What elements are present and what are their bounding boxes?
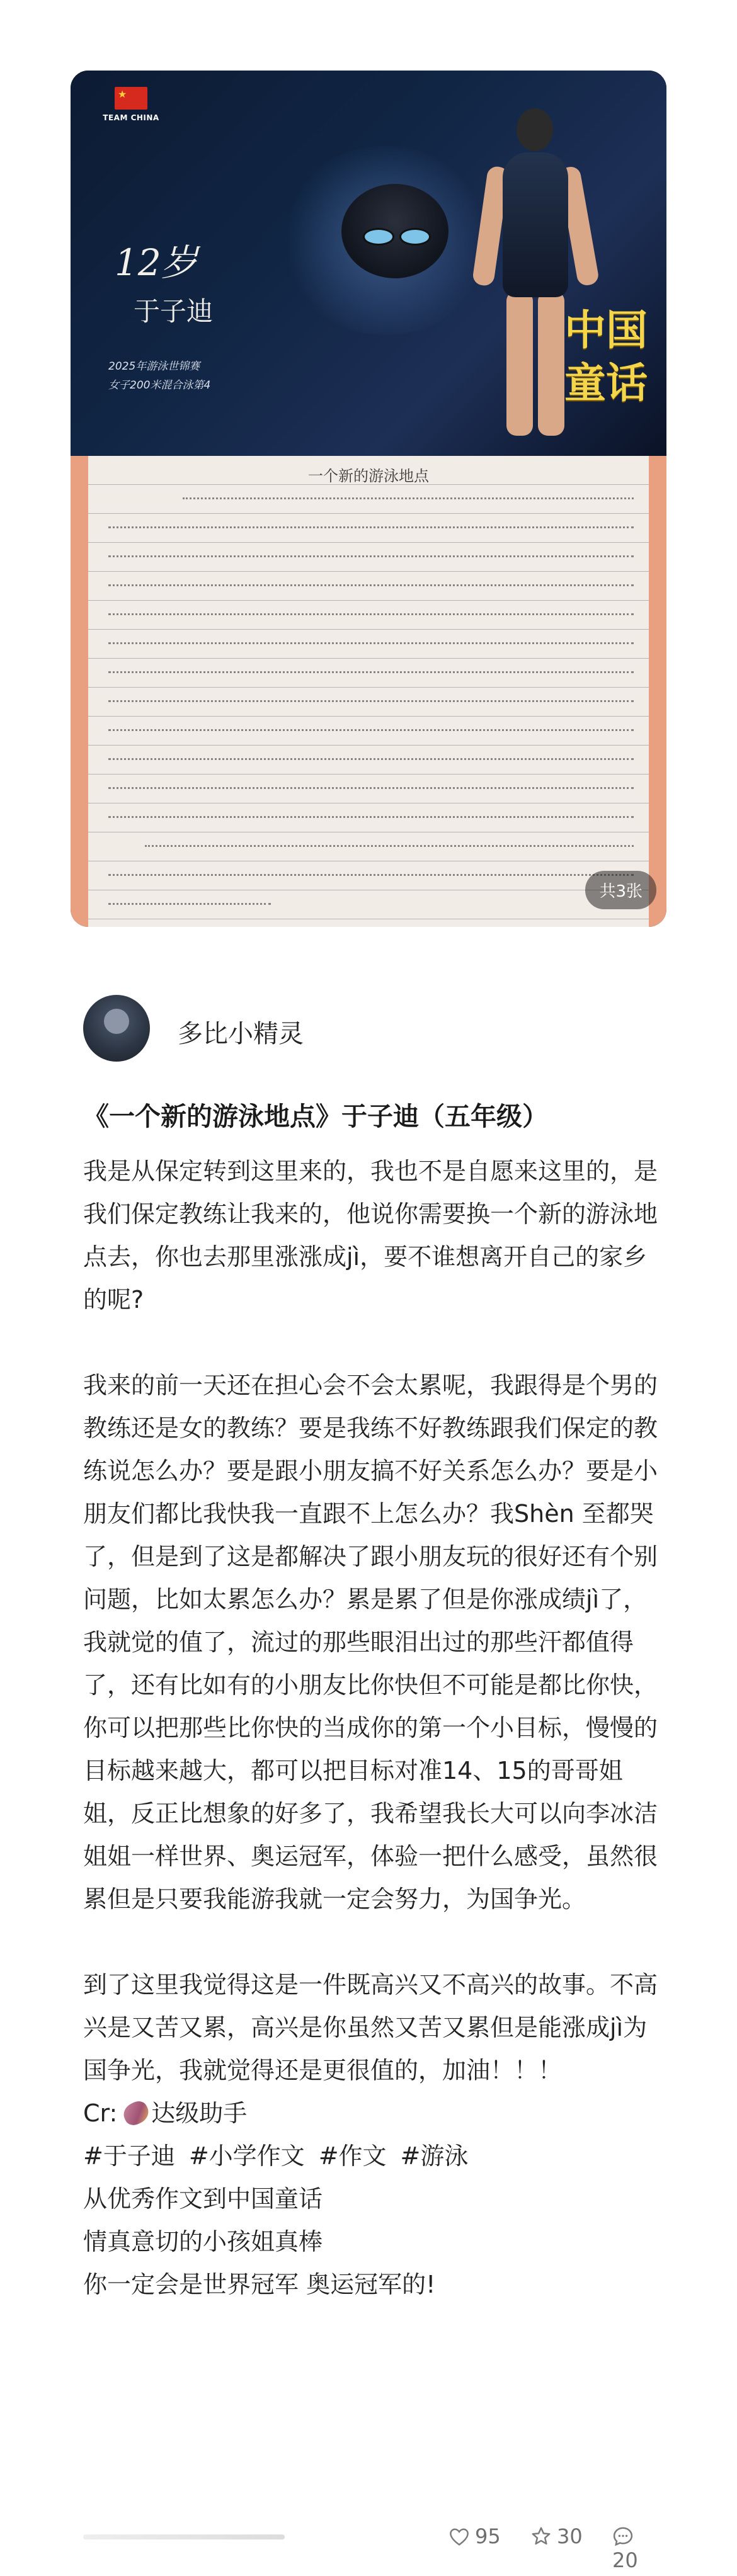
handwriting-line — [183, 497, 634, 501]
hashtag-link[interactable]: #游泳 — [400, 2142, 469, 2170]
like-button[interactable] — [448, 2524, 501, 2548]
post-extra-line: 从优秀作文到中国童话 — [83, 2185, 323, 2213]
favorite-count: 30 — [557, 2524, 583, 2548]
notebook-photo — [71, 456, 666, 927]
sweet-potato-icon — [120, 2098, 152, 2128]
post-paragraph: 到了这里我觉得这是一件既高兴又不高兴的故事。不高兴是又苦又累，高兴是你虽然又苦又累但是能涨成jì为国争光，我就觉得还是更很值的，加油！！！ — [83, 1971, 658, 2084]
author-name[interactable]: 多比小精灵 — [178, 1019, 304, 1048]
china-flag-icon — [115, 87, 147, 110]
post-body — [83, 1150, 663, 2306]
star-icon — [530, 2526, 552, 2546]
team-china-logo — [93, 87, 169, 137]
hashtag-link[interactable]: #作文 — [318, 2142, 387, 2170]
handwriting-line — [108, 526, 634, 530]
hashtag-link[interactable]: #小学作文 — [188, 2142, 305, 2170]
poster-event-line2: 女子200米混合泳第4 — [108, 379, 211, 392]
comment-icon — [612, 2526, 634, 2546]
poster-headline — [549, 304, 663, 409]
handwriting-line — [108, 816, 634, 819]
heart-icon — [448, 2528, 470, 2546]
favorite-button[interactable] — [530, 2524, 583, 2548]
handwriting-line — [108, 758, 634, 761]
poster-event — [108, 357, 210, 395]
comment-input-placeholder[interactable] — [83, 2534, 285, 2539]
poster-name: 于子迪 — [134, 296, 214, 327]
author-row[interactable] — [83, 995, 650, 1064]
comment-count: 20 — [612, 2548, 638, 2572]
poster-headline-line1: 中国 — [564, 305, 648, 355]
poster-event-line1: 2025年游泳世锦赛 — [108, 360, 200, 373]
handwriting-line — [145, 845, 634, 848]
handwriting-line — [108, 555, 634, 559]
goggle-icon — [399, 228, 431, 246]
handwriting-line — [108, 787, 634, 790]
team-label: TEAM CHINA — [103, 113, 159, 122]
poster-headline-line2: 童话 — [564, 358, 648, 407]
post-footer — [83, 2522, 663, 2572]
image-count-badge[interactable]: 共3张 — [585, 871, 656, 909]
handwriting-line — [108, 584, 634, 587]
credit-prefix: Cr: — [83, 2099, 118, 2127]
notebook-paper — [88, 456, 649, 927]
like-count: 95 — [475, 2524, 501, 2548]
handwriting-line — [108, 903, 271, 906]
post-paragraph: 我来的前一天还在担心会不会太累呢，我跟得是个男的教练还是女的教练？要是我练不好教练跟我们保定的教练说怎么办？要是跟小朋友搞不好关系怎么办？要是小朋友们都比我快我一直跟不上怎么办？我Shèn 至都哭了，但是到了这是都解决了跟小朋友玩的很好还有个别问题，比如太累怎么办？累是累了但是你涨成绩jì了，我就觉的值了，流过的那些眼泪出过的那些汗都值得了，还有比如有的小朋友比你快但不可能是都比你快，你可以把那些比你快的当成你的第一个小目标，慢慢的目标越来越大，都可以把目标对准14、15的哥哥姐姐，反正比想象的好多了，我希望我长大可以向李冰洁姐姐一样世界、奥运冠军，体验一把什么感受，虽然很累但是只要我能游我就一定会努力，为国争光。 — [83, 1371, 658, 1913]
handwriting-line — [108, 729, 634, 732]
poster-age: 12岁 — [115, 241, 198, 284]
tag-list — [83, 2135, 663, 2177]
handwriting-line — [108, 613, 634, 616]
hashtag-link[interactable]: #于子迪 — [83, 2142, 175, 2170]
post-image[interactable] — [71, 71, 666, 927]
post-title: 《一个新的游泳地点》于子迪（五年级） — [83, 1101, 548, 1132]
credit-line — [83, 2092, 663, 2135]
comment-button[interactable] — [612, 2524, 663, 2572]
handwriting-line — [108, 700, 634, 703]
credit-name[interactable]: 达级助手 — [151, 2099, 248, 2127]
handwriting-line — [108, 874, 634, 877]
goggle-icon — [363, 228, 394, 246]
handwriting-line — [108, 642, 634, 645]
post-paragraph: 我是从保定转到这里来的，我也不是自愿来这里的，是我们保定教练让我来的，他说你需要换一个新的游泳地点去，你也去那里涨涨成jì，要不谁想离开自己的家乡的呢? — [83, 1157, 658, 1314]
post-extra-line: 情真意切的小孩姐真棒 — [83, 2228, 323, 2255]
handwriting-line — [108, 671, 634, 674]
notebook-title: 一个新的游泳地点 — [308, 467, 429, 485]
swimmer-illustration — [341, 184, 448, 278]
post-extra-line: 你一定会是世界冠军 奥运冠军的! — [83, 2271, 436, 2298]
poster-image — [71, 71, 666, 456]
avatar[interactable] — [83, 995, 150, 1062]
